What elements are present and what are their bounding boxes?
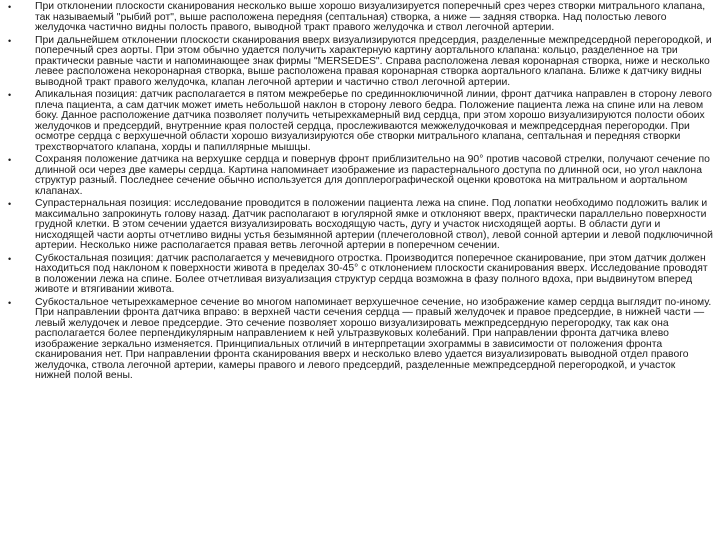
bullet-icon: • bbox=[8, 155, 12, 165]
paragraph-text: При отклонении плоскости сканирования несколько выше хорошо визуализируется поперечный срез через створки митрального клапана, так называемый "рыбий рот", выше расположена передняя (септальная) створка, а ниже — задняя створка. Над полостью левого желудочка частично видны полость правого, выводной тракт правого желудочка и ствол легочной артерии. bbox=[35, 1, 706, 33]
paragraph-text: Супрастернальная позиция: исследование проводится в положении пациента лежа на спине. Под лопатки необходимо подложить валик и максимально запрокинуть голову назад. Датчик располагают в югулярной ямке и отклоняют вверх, практически параллельно поверхности грудной клетки. В этом сечении удается визуализировать восходящую часть, дугу и участок нисходящей аорты. В области дуги и нисходящей части аорты отчетливо видны устья безымянной артерии (плечеголовной ствол), левой сонной артерии и левой подключичной артерии. Несколько ниже располагается правая ветвь легочной артерии в поперечном сечении. bbox=[35, 198, 713, 251]
bullet-icon: • bbox=[8, 199, 12, 209]
list-item bbox=[8, 90, 714, 153]
list-item bbox=[8, 298, 714, 382]
bullet-list bbox=[8, 2, 714, 382]
bullet-icon: • bbox=[8, 2, 12, 12]
paragraph-text: Сохраняя положение датчика на верхушке сердца и повернув фронт приблизительно на 90° против часовой стрелки, получают сечение по длинной оси через две камеры сердца. Картина напоминает изображение из парастернального доступа по длинной оси, но угол наклона структур разный. Последнее сечение обычно используется для допплерографической оценки кровотока на митральном и аортальном клапанах. bbox=[35, 154, 710, 197]
paragraph-text: Субкостальная позиция: датчик располагается у мечевидного отростка. Производится поперечное сканирование, при этом датчик должен находиться под наклоном к поверхности живота в пределах 30-45° с отклонением плоскости сканирования вверх. Исследование проводят в положении лежа на спине. Более отчетливая визуализация структур сердца возможна в фазу полного вдоха, при выдвинутом вперед животе и втягивании живота. bbox=[35, 252, 708, 295]
list-item bbox=[8, 36, 714, 89]
list-item bbox=[8, 254, 714, 296]
list-item bbox=[8, 155, 714, 197]
bullet-icon: • bbox=[8, 90, 12, 100]
paragraph-text: Субкостальное четырехкамерное сечение во многом напоминает верхушечное сечение, но изображение камер сердца выглядит по-иному. При направлении фронта датчика вправо: в верхней части сечения сердца — правый желудочек и правое предсердие, в нижней части — левый желудочек и левое предсердие. Это сечение позволяет хорошо визуализировать межпредсердную перегородку, так как она располагается более перпендикулярным направлением к ней ультразвуковых колебаний. При направлении фронта датчика влево изображение зеркально изменяется. Принципиальных отличий в интерпретации эхограммы в зависимости от положения фронта сканирования нет. При направлении фронта сканирования вверх и несколько влево удается визуализировать выводной отдел правого желудочка, ствола легочной артерии, камеры правого и левого предсердий, разделенные межпредсердной перегородкой, и участок нижней полой вены. bbox=[35, 296, 712, 381]
bullet-icon: • bbox=[8, 297, 12, 308]
list-item bbox=[8, 199, 714, 252]
bullet-icon: • bbox=[8, 253, 12, 264]
list-item bbox=[8, 2, 714, 34]
bullet-icon: • bbox=[8, 35, 12, 46]
paragraph-text: Апикальная позиция: датчик располагается в пятом межреберье по срединноключичной линии, фронт датчика направлен в сторону левого плеча пациента, а сам датчик может иметь небольшой наклон в сторону левого бедра. Положение пациента лежа на спине или на левом боку. Данное расположение датчика позволяет получить четырехкамерный вид сердца, при этом хорошо визуализируются полости обоих желудочков и предсердий, внутренние края полостей сердца, прослеживаются межжелудочковая и межпредсердная перегородки. При осмотре сердца с верхушечной области хорошо визуализируются обе створки митрального клапана, септальная и передняя створки трехстворчатого клапана, хорды и папиллярные мышцы. bbox=[35, 89, 712, 153]
paragraph-text: При дальнейшем отклонении плоскости сканирования вверх визуализируются предсердия, разделенные межпредсердной перегородкой, и поперечный срез аорты. При этом обычно удается получить характерную картину аортального клапана: кольцо, разделенное на три практически равные части и напоминающее знак фирмы "MERSEDES". Справа расположена левая коронарная створка, ниже и несколько левее расположена некоронарная створка, выше расположена правая коронарная створка аортального клапана. Ближе к датчику видны выводной тракт правого желудочка, клапан легочной артерии и частично ствол легочной артерии. bbox=[35, 34, 712, 88]
